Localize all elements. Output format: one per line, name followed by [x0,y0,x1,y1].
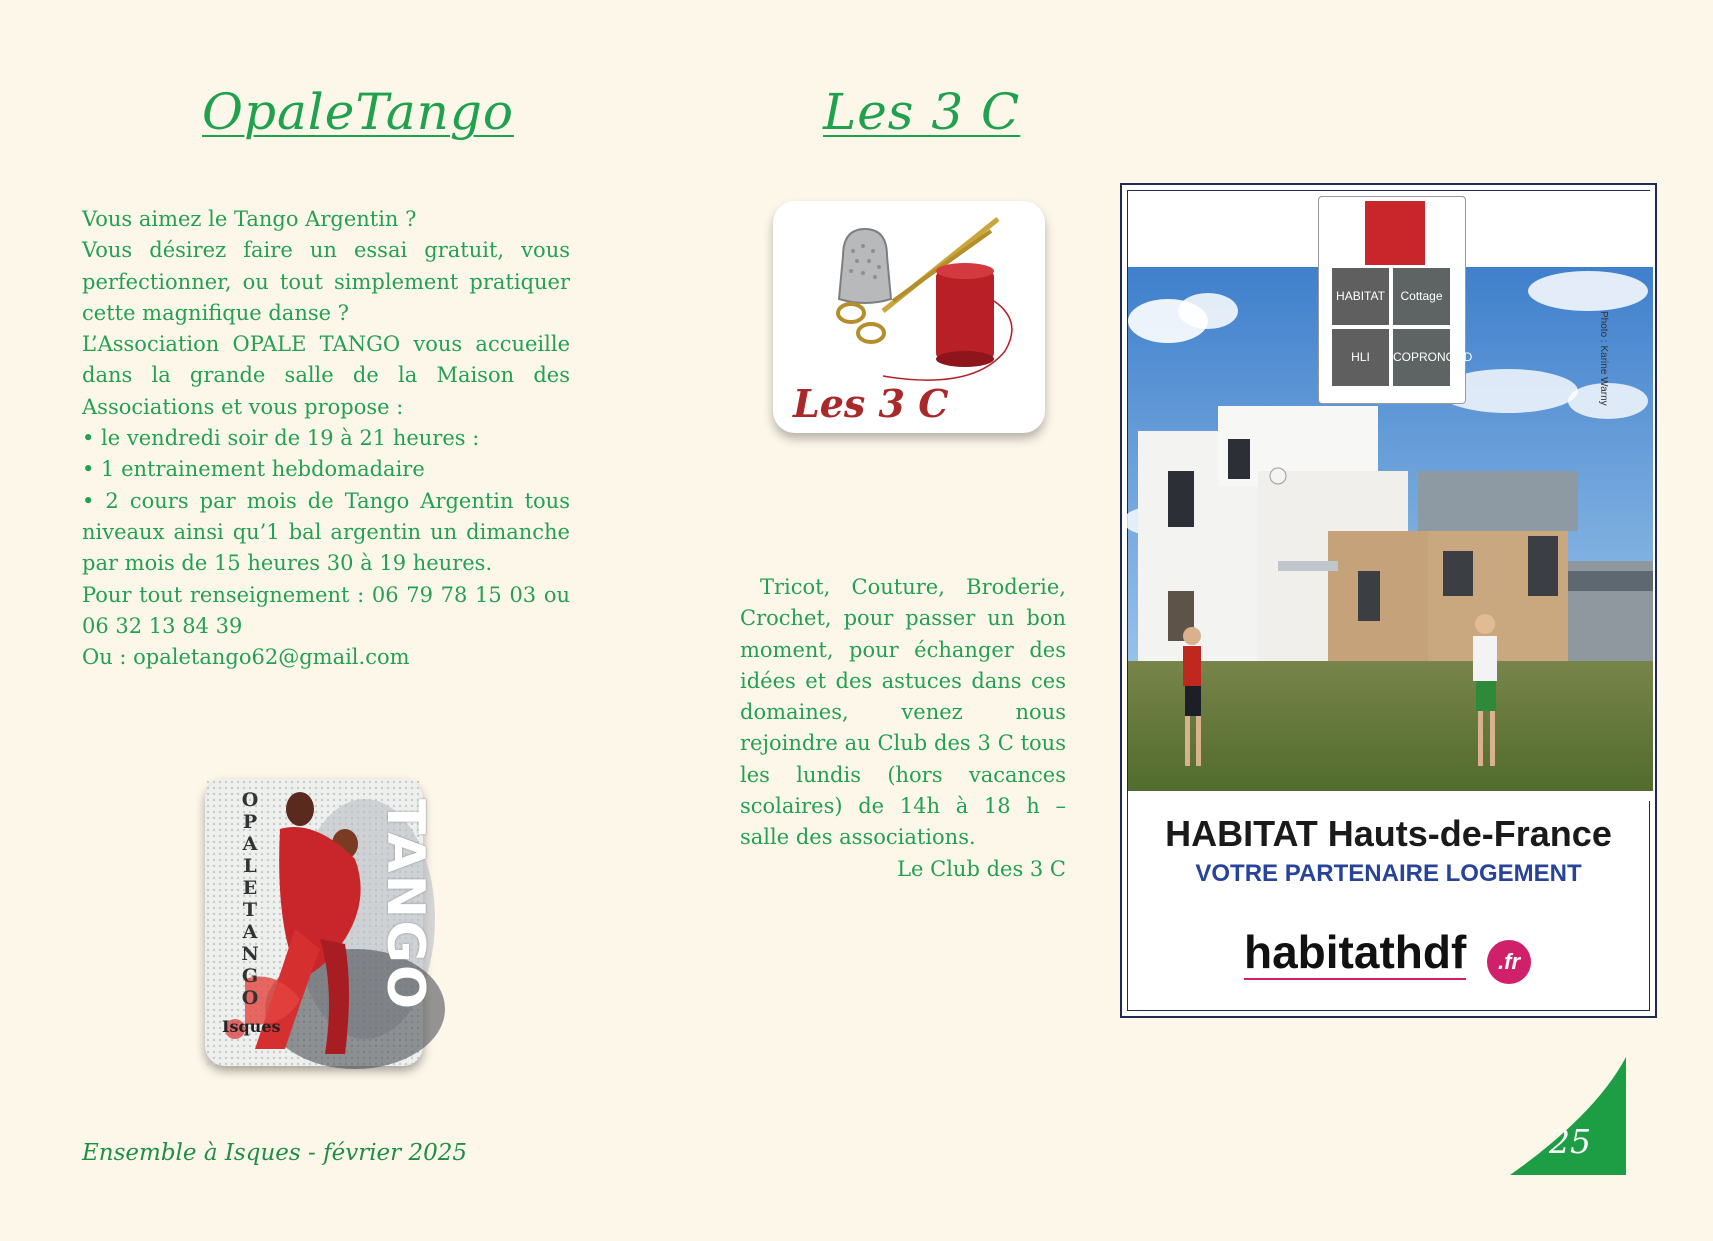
copronord-logo-tile: COPRONORD [1393,329,1450,386]
habitat-logo-tile: HABITAT [1332,268,1389,325]
opale-line: Vous aimez le Tango Argentin ? [82,207,417,231]
les-3c-paragraph: Tricot, Couture, Broderie, Crochet, pour passer un bon moment, pour échanger des idées et des astuces dans ces domaines, venez nous rejoindre au Club des 3 C tous les lundis (hors vacances scolaires) de 14h à 18 h – salle des associations. [740,575,1066,850]
opale-tango-text [82,204,570,673]
opale-tango-vertical-text: OPALE TANGO [241,789,259,1009]
les-3c-logo [773,201,1045,433]
opale-line: • 1 entrainement hebdomadaire [82,457,425,482]
tango-big-text: TANGO [375,799,435,1012]
les-3c-text [740,572,1066,885]
habitat-group-logos [1318,196,1473,404]
opale-line: • 2 cours par mois de Tango Argentin tous niveaux ainsi qu’1 bal argentin un dimanche par mois de 15 heures 30 à 19 heures. [82,488,570,576]
les-3c-title: Les 3 C [823,83,1021,141]
ad-slogan: VOTRE PARTENAIRE LOGEMENT [1195,860,1582,887]
opale-line: Pour tout renseignement : 06 79 78 15 03 ou 06 32 13 84 39 [82,582,570,638]
opale-line: L’Association OPALE TANGO vous accueille dans la grande salle de la Maison des Associations et vous propose : [82,332,570,419]
les-3c-signature: Le Club des 3 C [897,856,1066,881]
ad-frame [1127,190,1650,1011]
les-3c-logo-text: Les 3 C [793,381,949,426]
groupe-habitat-logo [1365,201,1425,265]
ad-website: habitathdf [1244,926,1467,978]
opale-line: Vous désirez faire un essai gratuit, vous perfectionner, ou tout simplement pratiquer cette magnifique danse ? [82,238,570,325]
ad-website-suffix: .fr [1487,940,1531,984]
opale-line: • le vendredi soir de 19 à 21 heures : [82,426,480,451]
tango-town-text: Isques [222,1017,281,1036]
opale-tango-image [205,779,435,1066]
photo-credit: Photo : Karine Warny [1598,311,1609,406]
opale-line: Ou : opaletango62@gmail.com [82,645,410,670]
cottage-logo-tile: Cottage [1393,268,1450,325]
footer-note: Ensemble à Isques - février 2025 [82,1140,468,1166]
page-number: 25 [1549,1122,1591,1161]
ad-brand-title: HABITAT Hauts-de-France [1165,813,1612,854]
habitat-advertisement [1120,183,1657,1018]
hli-logo-tile: HLI [1332,329,1389,386]
opale-tango-title: OpaleTango [202,83,514,141]
